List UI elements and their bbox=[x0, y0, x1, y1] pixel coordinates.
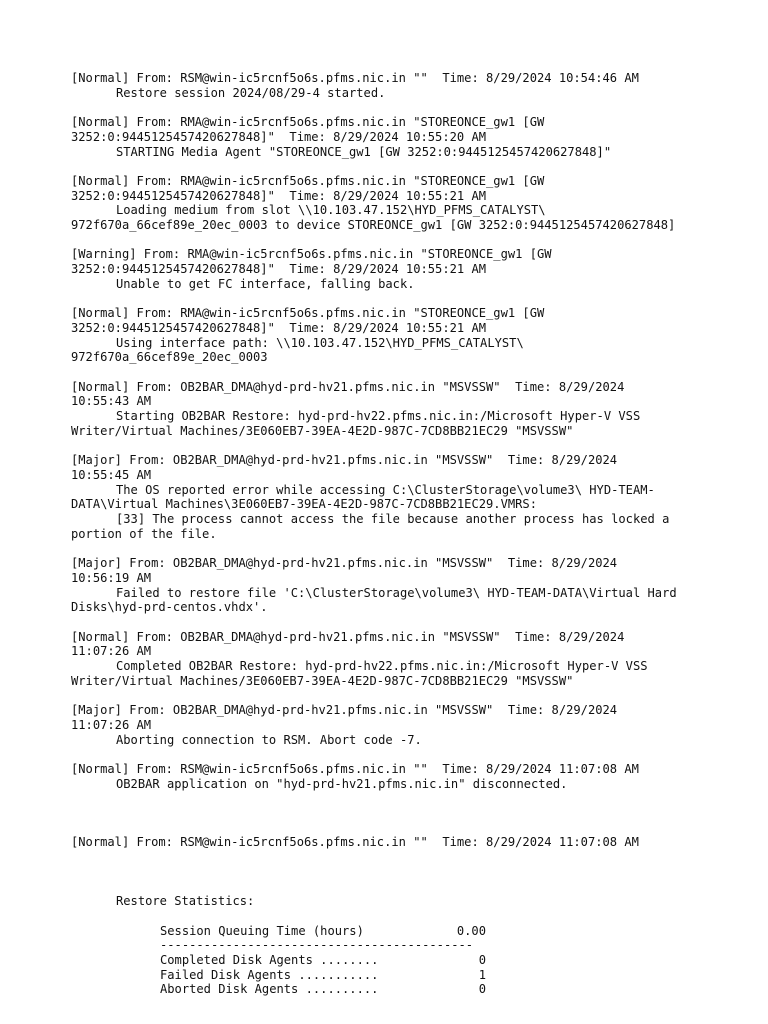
stats-title: Restore Statistics: bbox=[116, 894, 255, 909]
entry-header-line: [Normal] From: RSM@win-ic5rcnf5o6s.pfms.nic.in "" Time: 8/29/2024 11:07:08 AM bbox=[71, 835, 639, 850]
entry-header-line: [Normal] From: RMA@win-ic5rcnf5o6s.pfms.nic.in "STOREONCE_gw1 [GW bbox=[71, 115, 545, 130]
stats-value: 1 bbox=[478, 967, 486, 982]
stats-row bbox=[71, 953, 711, 968]
entry-message-line: Restore session 2024/08/29-4 started. bbox=[116, 85, 386, 100]
stats-label: Completed Disk Agents ........ bbox=[160, 952, 379, 967]
entry-header-line: 3252:0:9445125457420627848]" Time: 8/29/2024 10:55:20 AM bbox=[71, 129, 487, 144]
entry-header-line: 11:07:26 AM bbox=[71, 644, 152, 659]
log-entry bbox=[71, 306, 711, 365]
stats-value: 0.00 bbox=[456, 923, 486, 938]
entry-header-line: [Normal] From: RSM@win-ic5rcnf5o6s.pfms.nic.in "" Time: 8/29/2024 11:07:08 AM bbox=[71, 761, 639, 776]
entry-message-line: Aborting connection to RSM. Abort code -7. bbox=[116, 732, 422, 747]
log-entry bbox=[71, 247, 711, 291]
stats-rows-before bbox=[71, 924, 711, 939]
entry-header-line: [Normal] From: OB2BAR_DMA@hyd-prd-hv21.pfms.nic.in "MSVSSW" Time: 8/29/2024 bbox=[71, 379, 625, 394]
entry-message-line: Unable to get FC interface, falling back. bbox=[116, 276, 415, 291]
entry-message-continuation: 972f670a_66cef89e_20ec_0003 to device STOREONCE_gw1 [GW 3252:0:9445125457420627848] bbox=[71, 218, 676, 232]
entry-header-line: [Normal] From: OB2BAR_DMA@hyd-prd-hv21.pfms.nic.in "MSVSSW" Time: 8/29/2024 bbox=[71, 629, 625, 644]
stats-rows-after bbox=[71, 953, 711, 997]
entry-header-line: 3252:0:9445125457420627848]" Time: 8/29/2024 10:55:21 AM bbox=[71, 262, 487, 277]
log-entries bbox=[71, 71, 711, 791]
entry-header-line: 3252:0:9445125457420627848]" Time: 8/29/2024 10:55:21 AM bbox=[71, 188, 487, 203]
stats-value: 0 bbox=[478, 952, 486, 967]
entry-header-line: [Normal] From: RMA@win-ic5rcnf5o6s.pfms.nic.in "STOREONCE_gw1 [GW bbox=[71, 306, 545, 321]
entry-message-continuation: 972f670a_66cef89e_20ec_0003 bbox=[71, 350, 268, 365]
entry-header-line: 10:55:43 AM bbox=[71, 394, 152, 409]
log-entry bbox=[71, 71, 711, 100]
entry-header-line: [Normal] From: RMA@win-ic5rcnf5o6s.pfms.nic.in "STOREONCE_gw1 [GW bbox=[71, 173, 545, 188]
log-entry bbox=[71, 453, 711, 541]
log-entry bbox=[71, 115, 711, 159]
entry-header-line: [Warning] From: RMA@win-ic5rcnf5o6s.pfms.nic.in "STOREONCE_gw1 [GW bbox=[71, 247, 552, 262]
entry-header-line: [Normal] From: RSM@win-ic5rcnf5o6s.pfms.nic.in "" Time: 8/29/2024 10:54:46 AM bbox=[71, 71, 639, 85]
entry-message-continuation: Writer/Virtual Machines/3E060EB7-39EA-4E2D-987C-7CD8BB21EC29 "MSVSSW" bbox=[71, 423, 574, 438]
entry-message-line: Starting OB2BAR Restore: hyd-prd-hv22.pfms.nic.in:/Microsoft Hyper-V VSS bbox=[116, 409, 641, 424]
entry-message-line: STARTING Media Agent "STOREONCE_gw1 [GW 3252:0:9445125457420627848]" bbox=[116, 144, 612, 159]
entry-message-line: OB2BAR application on "hyd-prd-hv21.pfms.nic.in" disconnected. bbox=[116, 776, 568, 791]
entry-message-line: Completed OB2BAR Restore: hyd-prd-hv22.pfms.nic.in:/Microsoft Hyper-V VSS bbox=[116, 659, 648, 673]
entry-message-line: Failed to restore file 'C:\ClusterStorage\volume3\ HYD-TEAM-DATA\Virtual Hard bbox=[116, 585, 677, 600]
entry-header-line: 10:55:45 AM bbox=[71, 467, 152, 482]
entry-header-line: [Major] From: OB2BAR_DMA@hyd-prd-hv21.pfms.nic.in "MSVSSW" Time: 8/29/2024 bbox=[71, 556, 618, 571]
log-document bbox=[71, 71, 711, 997]
entry-message-continuation: portion of the file. bbox=[71, 526, 217, 541]
entry-message-line: [33] The process cannot access the file because another process has locked a bbox=[116, 512, 670, 526]
entry-header-line: 3252:0:9445125457420627848]" Time: 8/29/2024 10:55:21 AM bbox=[71, 320, 487, 335]
stats-row bbox=[71, 968, 711, 983]
entry-header-line: 11:07:26 AM bbox=[71, 717, 152, 732]
entry-message-continuation: Writer/Virtual Machines/3E060EB7-39EA-4E2D-987C-7CD8BB21EC29 "MSVSSW" bbox=[71, 673, 574, 688]
final-log-entry bbox=[71, 806, 711, 880]
entry-message-line: Loading medium from slot \\10.103.47.152\HYD_PFMS_CATALYST\ bbox=[116, 203, 546, 218]
log-entry bbox=[71, 630, 711, 689]
stats-row bbox=[71, 982, 711, 997]
stats-divider: ------------------------------------------- bbox=[160, 938, 474, 953]
log-entry bbox=[71, 703, 711, 747]
entry-message-line: The OS reported error while accessing C:\ClusterStorage\volume3\ HYD-TEAM- bbox=[116, 482, 655, 497]
stats-row bbox=[71, 924, 711, 939]
entry-message-continuation: Disks\hyd-prd-centos.vhdx'. bbox=[71, 600, 268, 615]
stats-value: 0 bbox=[478, 982, 486, 997]
log-entry bbox=[71, 380, 711, 439]
restore-statistics bbox=[71, 894, 711, 997]
log-entry bbox=[71, 556, 711, 615]
entry-message-continuation: DATA\Virtual Machines\3E060EB7-39EA-4E2D-987C-7CD8BB21EC29.VMRS: bbox=[71, 497, 537, 512]
log-entry bbox=[71, 762, 711, 791]
entry-header-line: [Major] From: OB2BAR_DMA@hyd-prd-hv21.pfms.nic.in "MSVSSW" Time: 8/29/2024 bbox=[71, 453, 618, 468]
entry-header-line: [Major] From: OB2BAR_DMA@hyd-prd-hv21.pfms.nic.in "MSVSSW" Time: 8/29/2024 bbox=[71, 703, 618, 718]
log-entry bbox=[71, 174, 711, 233]
entry-header-line: 10:56:19 AM bbox=[71, 570, 152, 585]
stats-label: Failed Disk Agents ........... bbox=[160, 967, 379, 982]
stats-label: Session Queuing Time (hours) bbox=[160, 923, 364, 938]
entry-message-line: Using interface path: \\10.103.47.152\HYD_PFMS_CATALYST\ bbox=[116, 335, 524, 350]
stats-label: Aborted Disk Agents .......... bbox=[160, 982, 379, 997]
